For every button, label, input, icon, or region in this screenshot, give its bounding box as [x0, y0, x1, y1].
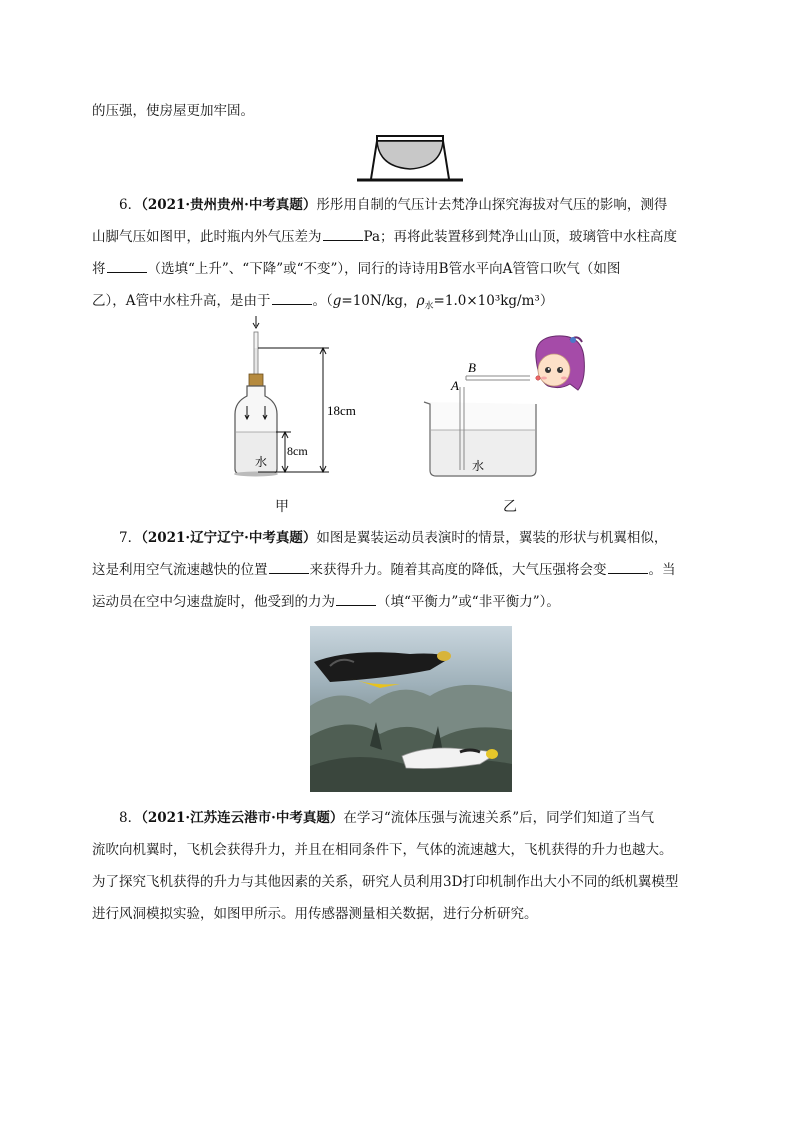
label-18cm: 18cm [327, 403, 356, 418]
q6-rho-symbol: ρ [416, 293, 425, 309]
q7-blank-3[interactable] [336, 592, 376, 606]
q8-number: 8． [119, 810, 142, 826]
q6-line-3 [92, 259, 704, 279]
q6-line-4 [92, 291, 704, 317]
q7-number: 7． [119, 530, 142, 546]
q7-text-1: 如图是翼装运动员表演时的情景，翼装的形状与机翼相似， [316, 530, 668, 546]
q6-number: 6． [119, 197, 142, 213]
label-water-yi: 水 [472, 459, 485, 473]
q6-text-3a: 将 [92, 261, 106, 277]
q6-text-4d: =1.0×10³kg/m³） [433, 293, 554, 309]
caption-jia: 甲 [275, 499, 289, 515]
q7-source: （2021·辽宁辽宁·中考真题） [141, 530, 317, 546]
q8-line-4: 进行风洞模拟实验，如图甲所示。用传感器测量相关数据，进行分析研究。 [92, 906, 538, 922]
cork [249, 374, 263, 386]
prev-question-tail: 的压强，使房屋更加牢固。 [92, 103, 254, 119]
q6-text-4a: 乙），A管中水柱升高，是由于 [92, 293, 271, 309]
q6-blank-2[interactable] [107, 259, 147, 273]
q6-g-symbol: g [332, 293, 342, 309]
q6-line-2 [92, 227, 704, 247]
q6-text-1: 彤彤用自制的气压计去梵净山探究海拔对气压的影响，测得 [316, 197, 668, 213]
q6-text-2b: Pa；再将此装置移到梵净山山顶，玻璃管中水柱高度 [363, 229, 678, 245]
q8-text-1: 在学习“流体压强与流速关系”后，同学们知道了当气 [343, 810, 655, 826]
figure-yi-beaker [420, 332, 595, 482]
bowl-leg-right [443, 141, 449, 179]
q6-blank-3[interactable] [272, 291, 312, 305]
label-A: A [451, 378, 459, 393]
q6-blank-1[interactable] [323, 227, 363, 241]
caption-yi: 乙 [503, 499, 517, 515]
q6-text-4c: =10N/kg， [341, 293, 417, 309]
q7-text-2a: 这是利用空气流速越快的位置 [92, 562, 268, 578]
bowl-figure [355, 133, 465, 185]
q6-rho-sub: 水 [424, 301, 434, 312]
q7-text-3a: 运动员在空中匀速盘旋时，他受到的力为 [92, 594, 335, 610]
label-water-jia: 水 [255, 455, 268, 469]
q7-line-3 [92, 592, 704, 612]
q7-blank-2[interactable] [608, 560, 648, 574]
q7-line-2 [92, 560, 704, 580]
label-8cm: 8cm [287, 444, 308, 458]
q6-text-3b: （选填“上升”、“下降”或“不变”），同行的诗诗用B管水平向A管管口吹气（如图 [147, 261, 621, 277]
q8-line-1 [119, 808, 731, 828]
wingsuit-photo [310, 626, 512, 792]
label-B: B [468, 360, 476, 375]
bowl-leg-left [371, 141, 377, 179]
q7-text-2c: 。当 [648, 562, 676, 578]
q7-text-2b: 来获得升力。随着其高度的降低，大气压强将会变 [309, 562, 607, 578]
bowl-body [377, 141, 443, 169]
q7-text-3b: （填“平衡力”或“非平衡力”）。 [377, 594, 560, 610]
q7-line-1 [119, 528, 731, 548]
q7-blank-1[interactable] [269, 560, 309, 574]
q6-text-4b: 。（ [312, 293, 333, 309]
q6-line-1 [119, 195, 731, 215]
q8-line-3: 为了探究飞机获得的升力与其他因素的关系，研究人员利用3D打印机制作出大小不同的纸机翼模型 [92, 874, 679, 890]
q6-source: （2021·贵州贵州·中考真题） [141, 197, 317, 213]
q8-source: （2021·江苏连云港市·中考真题） [141, 810, 344, 826]
girl-head-icon [536, 336, 585, 390]
q8-line-2: 流吹向机翼时，飞机会获得升力，并且在相同条件下，气体的流速越大，飞机获得的升力也越大。 [92, 842, 673, 858]
q6-text-2a: 山脚气压如图甲，此时瓶内外气压差为 [92, 229, 322, 245]
figure-jia-barometer [225, 314, 365, 494]
